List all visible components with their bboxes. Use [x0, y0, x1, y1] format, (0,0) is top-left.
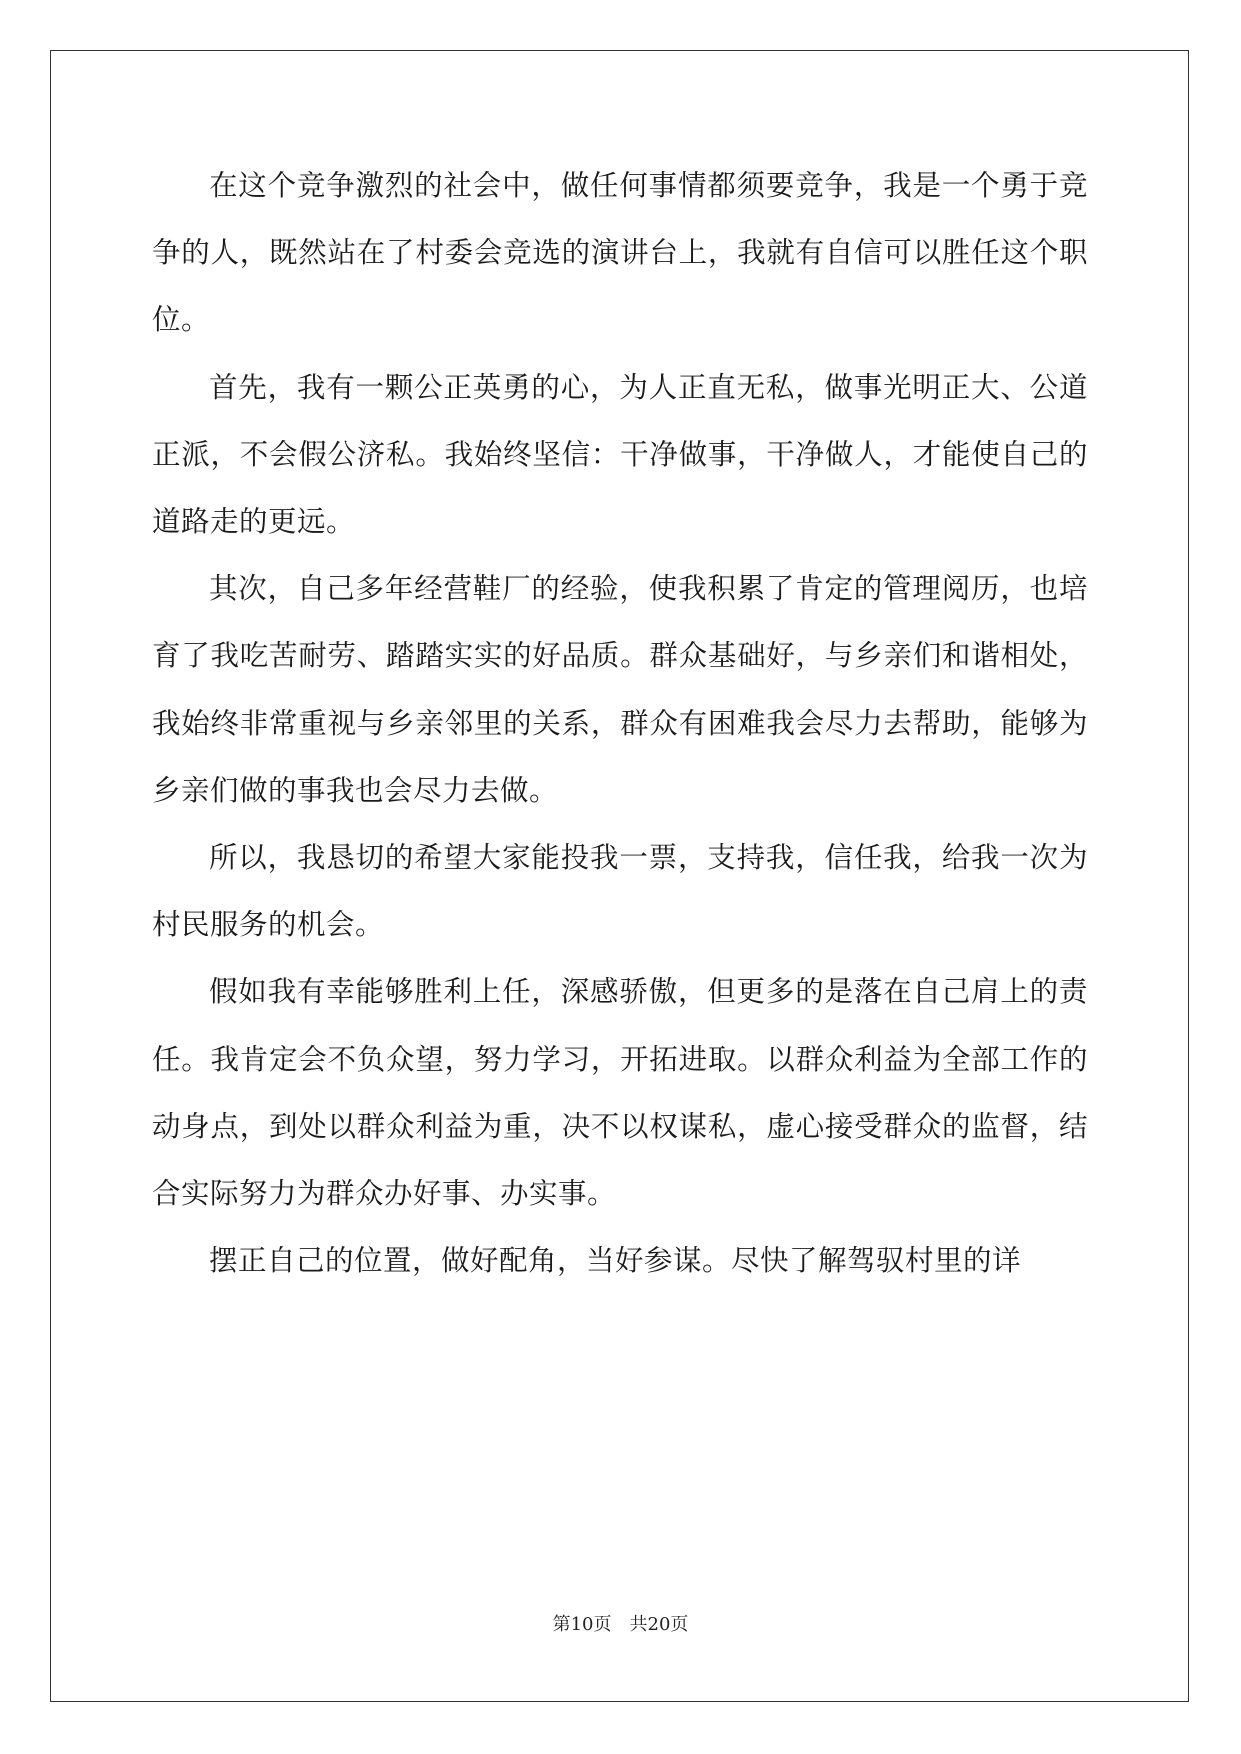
- page-footer: [0, 1610, 1241, 1636]
- paragraph-5: 假如我有幸能够胜利上任，深感骄傲，但更多的是落在自己肩上的责任。我肯定会不负众望，努力学习，开拓进取。以群众利益为全部工作的动身点，到处以群众利益为重，决不以权谋私，虚心接受群众的监督，结合实际努力为群众办好事、办实事。: [152, 975, 1088, 1211]
- document-body: [152, 152, 1088, 1294]
- page-total: 共20页: [629, 1614, 689, 1635]
- page-number: 第10页: [552, 1614, 612, 1635]
- paragraph-2: 首先，我有一颗公正英勇的心，为人正直无私，做事光明正大、公道正派，不会假公济私。我始终坚信：干净做事，干净做人，才能使自己的道路走的更远。: [152, 370, 1088, 539]
- paragraph-6: 摆正自己的位置，做好配角，当好参谋。尽快了解驾驭村里的详: [209, 1244, 1022, 1278]
- paragraph-4: 所以，我恳切的希望大家能投我一票，支持我，信任我，给我一次为村民服务的机会。: [152, 841, 1088, 942]
- paragraph-1: 在这个竞争激烈的社会中，做任何事情都须要竞争，我是一个勇于竞争的人，既然站在了村委会竞选的演讲台上，我就有自信可以胜任这个职位。: [152, 169, 1088, 337]
- paragraph-3: 其次，自己多年经营鞋厂的经验，使我积累了肯定的管理阅历，也培育了我吃苦耐劳、踏踏实实的好品质。群众基础好，与乡亲们和谐相处，我始终非常重视与乡亲邻里的关系，群众有困难我会尽力去帮助，能够为乡亲们做的事我也会尽力去做。: [152, 572, 1088, 807]
